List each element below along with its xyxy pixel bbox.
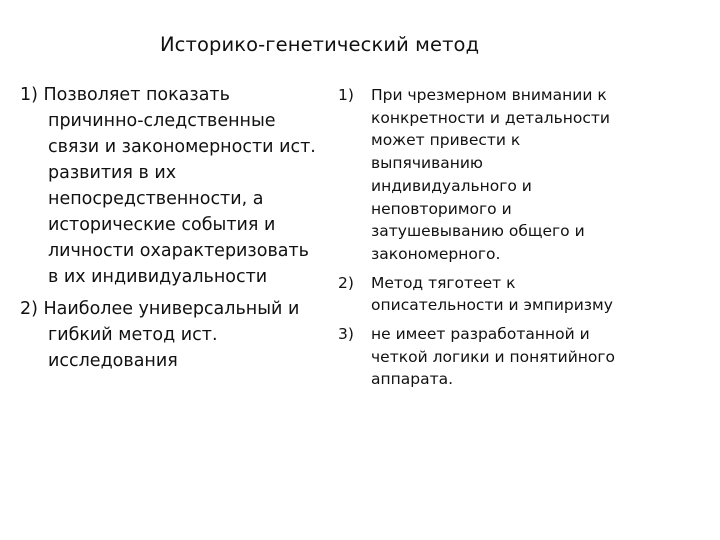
advantages-list: [20, 82, 320, 380]
disadvantage-item-3: [338, 323, 628, 391]
disadvantage-text: не имеет разработанной и четкой логики и понятийного аппарата.: [371, 325, 616, 389]
disadvantage-text: Метод тяготеет к описательности и эмпиризму: [371, 273, 613, 315]
disadvantage-item-1: [338, 84, 628, 266]
advantage-item-1: 1) Позволяет показать причинно-следственные связи и закономерности ист. развития в их непосредственности, а исторические события и личности охарактеризовать в их индивидуальности: [20, 85, 316, 287]
slide-title: Историко-генетический метод: [160, 33, 480, 56]
disadvantage-number: 1): [338, 86, 354, 104]
disadvantage-item-2: [338, 272, 628, 317]
disadvantage-number: 2): [338, 273, 354, 292]
disadvantage-text: При чрезмерном внимании к конкретности и детальности может привести к выпячиванию индивидуального и неповторимого и затушевыванию общего и закономерного.: [371, 86, 610, 263]
disadvantages-list: [338, 84, 628, 397]
advantage-item-2: 2) Наиболее универсальный и гибкий метод ист. исследования: [20, 299, 300, 371]
disadvantage-number: 3): [338, 325, 354, 344]
